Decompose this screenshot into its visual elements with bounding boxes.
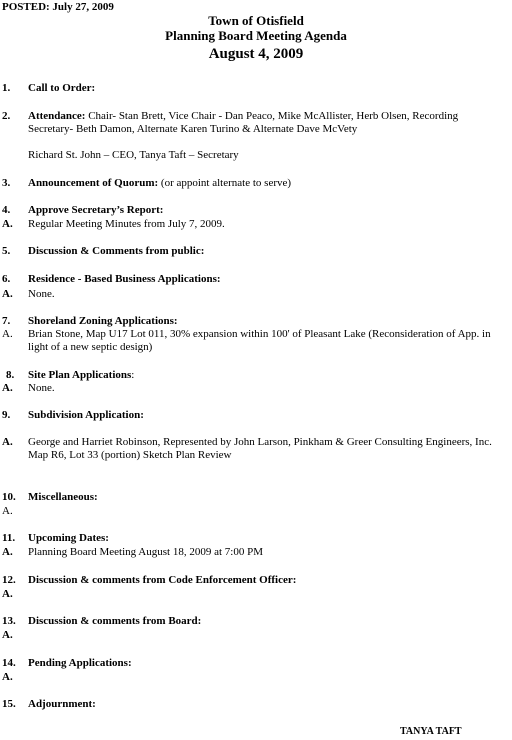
item-text: (or appoint alternate to serve)	[158, 177, 292, 189]
item-number: 1.	[2, 82, 11, 94]
item-heading: Discussion & comments from Code Enforcement Officer:	[28, 574, 297, 586]
sub-label: A.	[2, 382, 13, 394]
item-number: 7.	[2, 315, 11, 327]
sub-label: A.	[2, 629, 13, 641]
item-heading: Site Plan Applications	[28, 369, 132, 381]
item-text: Chair- Stan Brett, Vice Chair - Dan Peaco, Mike McAllister, Herb Olsen, Recording Secretary- Beth Damon, Alternate Karen Turino & Alternate Dave McVety	[28, 110, 459, 135]
item-quorum	[28, 177, 504, 190]
item-heading: Upcoming Dates:	[28, 532, 109, 544]
item-number: 4.	[2, 204, 11, 216]
sub-text: None.	[28, 288, 55, 300]
item-number: 10.	[2, 491, 16, 503]
item-heading: Announcement of Quorum:	[28, 177, 159, 189]
item-number: 12.	[2, 574, 16, 586]
item-number: 13.	[2, 615, 16, 627]
item-attendance	[28, 110, 504, 136]
item-number: 9.	[2, 409, 11, 421]
sub-text: None.	[28, 382, 55, 394]
posted-date: POSTED: July 27, 2009	[2, 1, 114, 13]
item-number: 5.	[2, 245, 11, 257]
item-number: 3.	[2, 177, 11, 189]
item-heading: Call to Order:	[28, 82, 96, 94]
sub-label: A.	[2, 328, 13, 340]
item-heading: Discussion & comments from Board:	[28, 615, 202, 627]
item-heading: Shoreland Zoning Applications:	[28, 315, 178, 327]
item-extra: Richard St. John – CEO, Tanya Taft – Secretary	[28, 149, 239, 161]
sub-label: A.	[2, 671, 13, 683]
sub-text: Regular Meeting Minutes from July 7, 2009.	[28, 218, 225, 230]
item-heading: Subdivision Application:	[28, 409, 144, 421]
item-heading: Miscellaneous:	[28, 491, 98, 503]
sub-label: A.	[2, 588, 13, 600]
sub-label: A.	[2, 546, 13, 558]
sub-label: A.	[2, 436, 13, 448]
town-name: Town of Otisfield	[208, 13, 304, 28]
sub-label: A.	[2, 505, 13, 517]
meeting-date: August 4, 2009	[208, 46, 304, 62]
sub-label: A.	[2, 288, 13, 300]
item-heading: Residence - Based Business Applications:	[28, 273, 221, 285]
item-number: 14.	[2, 657, 16, 669]
item-heading: Approve Secretary’s Report:	[28, 204, 164, 216]
page-title: Planning Board Meeting Agenda	[165, 28, 347, 43]
sub-text: Planning Board Meeting August 18, 2009 at 7:00 PM	[28, 546, 263, 558]
item-heading: Discussion & Comments from public:	[28, 245, 205, 257]
sub-label: A.	[2, 218, 13, 230]
item-heading: Adjournment:	[28, 698, 96, 710]
item-number: 2.	[2, 110, 11, 122]
sub-text: George and Harriet Robinson, Represented by John Larson, Pinkham & Greer Consulting Engineers, Inc. Map R6, Lot 33 (portion) Sketch Plan Review	[28, 436, 492, 461]
sub-text: Brian Stone, Map U17 Lot 011, 30% expansion within 100' of Pleasant Lake (Reconsideration of App. in light of a new septic design)	[28, 328, 491, 353]
item-heading: Pending Applications:	[28, 657, 132, 669]
signature: TANYA TAFT	[400, 726, 462, 737]
item-number: 6.	[2, 273, 11, 285]
item-text: :	[131, 369, 135, 381]
item-heading: Attendance:	[28, 110, 86, 122]
item-site-plan	[28, 369, 504, 382]
item-number: 15.	[2, 698, 16, 710]
item-number: 11.	[2, 532, 16, 544]
item-number: 8.	[6, 369, 15, 381]
